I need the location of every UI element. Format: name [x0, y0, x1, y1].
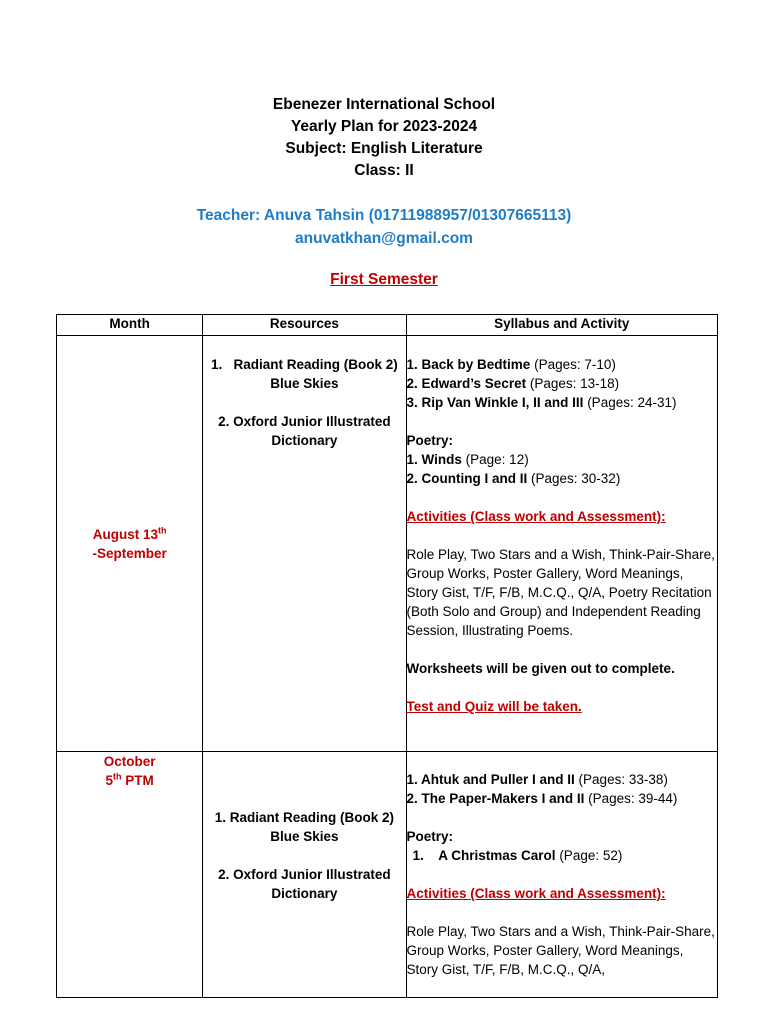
list-item: 1. Back by Bedtime (Pages: 7-10)	[406, 357, 616, 372]
activities-heading: Activities (Class work and Assessment):	[406, 886, 666, 901]
resources-cell	[203, 336, 406, 752]
poetry-label: Poetry:	[406, 433, 454, 448]
resources-cell	[203, 752, 406, 998]
document-header	[0, 94, 768, 182]
plan-table	[56, 314, 718, 998]
month-cell	[57, 752, 203, 998]
month-label-end: 5th PTM	[105, 771, 154, 788]
list-item: 2. The Paper-Makers I and II (Pages: 39-44)	[406, 791, 678, 806]
list-item: 1. Ahtuk and Puller I and II (Pages: 33-38)	[406, 772, 668, 787]
resource-item: 2. Oxford Junior Illustrated	[218, 414, 391, 429]
resource-item: 1. Radiant Reading (Book 2)	[214, 810, 394, 825]
syllabus-cell	[406, 752, 717, 998]
month-label: October	[103, 754, 156, 769]
month-label: August 13th	[92, 525, 167, 542]
month-label-end: -September	[92, 545, 167, 561]
resource-item-cont: Dictionary	[271, 886, 338, 901]
class-line: Class: II	[354, 162, 414, 179]
table-row	[57, 752, 718, 998]
plan-title: Yearly Plan for 2023-2024	[290, 118, 478, 135]
activities-text: Role Play, Two Stars and a Wish, Think-Pair-Share, Group Works, Poster Gallery, Word Meanings, Story Gist, T/F, F/B, M.C.Q., Q/A, Poetry Recitation (Both Solo and Group) and Independent Reading Session, Illustrating Poems.	[406, 547, 715, 638]
month-cell	[57, 336, 203, 752]
semester-heading: First Semester	[330, 271, 438, 288]
resource-item-cont: Dictionary	[271, 433, 338, 448]
syllabus-cell	[406, 336, 717, 752]
column-header-syllabus: Syllabus and Activity	[406, 315, 717, 336]
resource-item: 2. Oxford Junior Illustrated	[218, 867, 391, 882]
resource-item-cont: Blue Skies	[270, 376, 339, 391]
school-name: Ebenezer International School	[272, 96, 496, 113]
activities-heading: Activities (Class work and Assessment):	[406, 509, 666, 524]
resource-item-cont: Blue Skies	[270, 829, 339, 844]
table-row	[57, 336, 718, 752]
activities-text: Role Play, Two Stars and a Wish, Think-Pair-Share, Group Works, Poster Gallery, Word Meanings, Story Gist, T/F, F/B, M.C.Q., Q/A,	[406, 924, 715, 977]
list-item: 2. Edward’s Secret (Pages: 13-18)	[406, 376, 620, 391]
poetry-label: Poetry:	[406, 829, 454, 844]
list-item: 2. Counting I and II (Pages: 30-32)	[406, 471, 621, 486]
list-item: 1. A Christmas Carol (Page: 52)	[412, 848, 623, 863]
teacher-email: anuvatkhan@gmail.com	[295, 230, 473, 247]
list-item: 1. Winds (Page: 12)	[406, 452, 529, 467]
worksheets-note: Worksheets will be given out to complete.	[406, 661, 675, 676]
list-item: 3. Rip Van Winkle I, II and III (Pages: 24-31)	[406, 395, 677, 410]
table-header-row	[57, 315, 718, 336]
teacher-info	[0, 204, 768, 250]
column-header-month: Month	[57, 315, 203, 336]
subject-line: Subject: English Literature	[285, 140, 483, 157]
column-header-resources: Resources	[203, 315, 406, 336]
test-note: Test and Quiz will be taken.	[406, 699, 582, 714]
resource-item: 1. Radiant Reading (Book 2)	[210, 357, 398, 372]
teacher-line: Teacher: Anuva Tahsin (01711988957/01307665113)	[196, 207, 572, 224]
